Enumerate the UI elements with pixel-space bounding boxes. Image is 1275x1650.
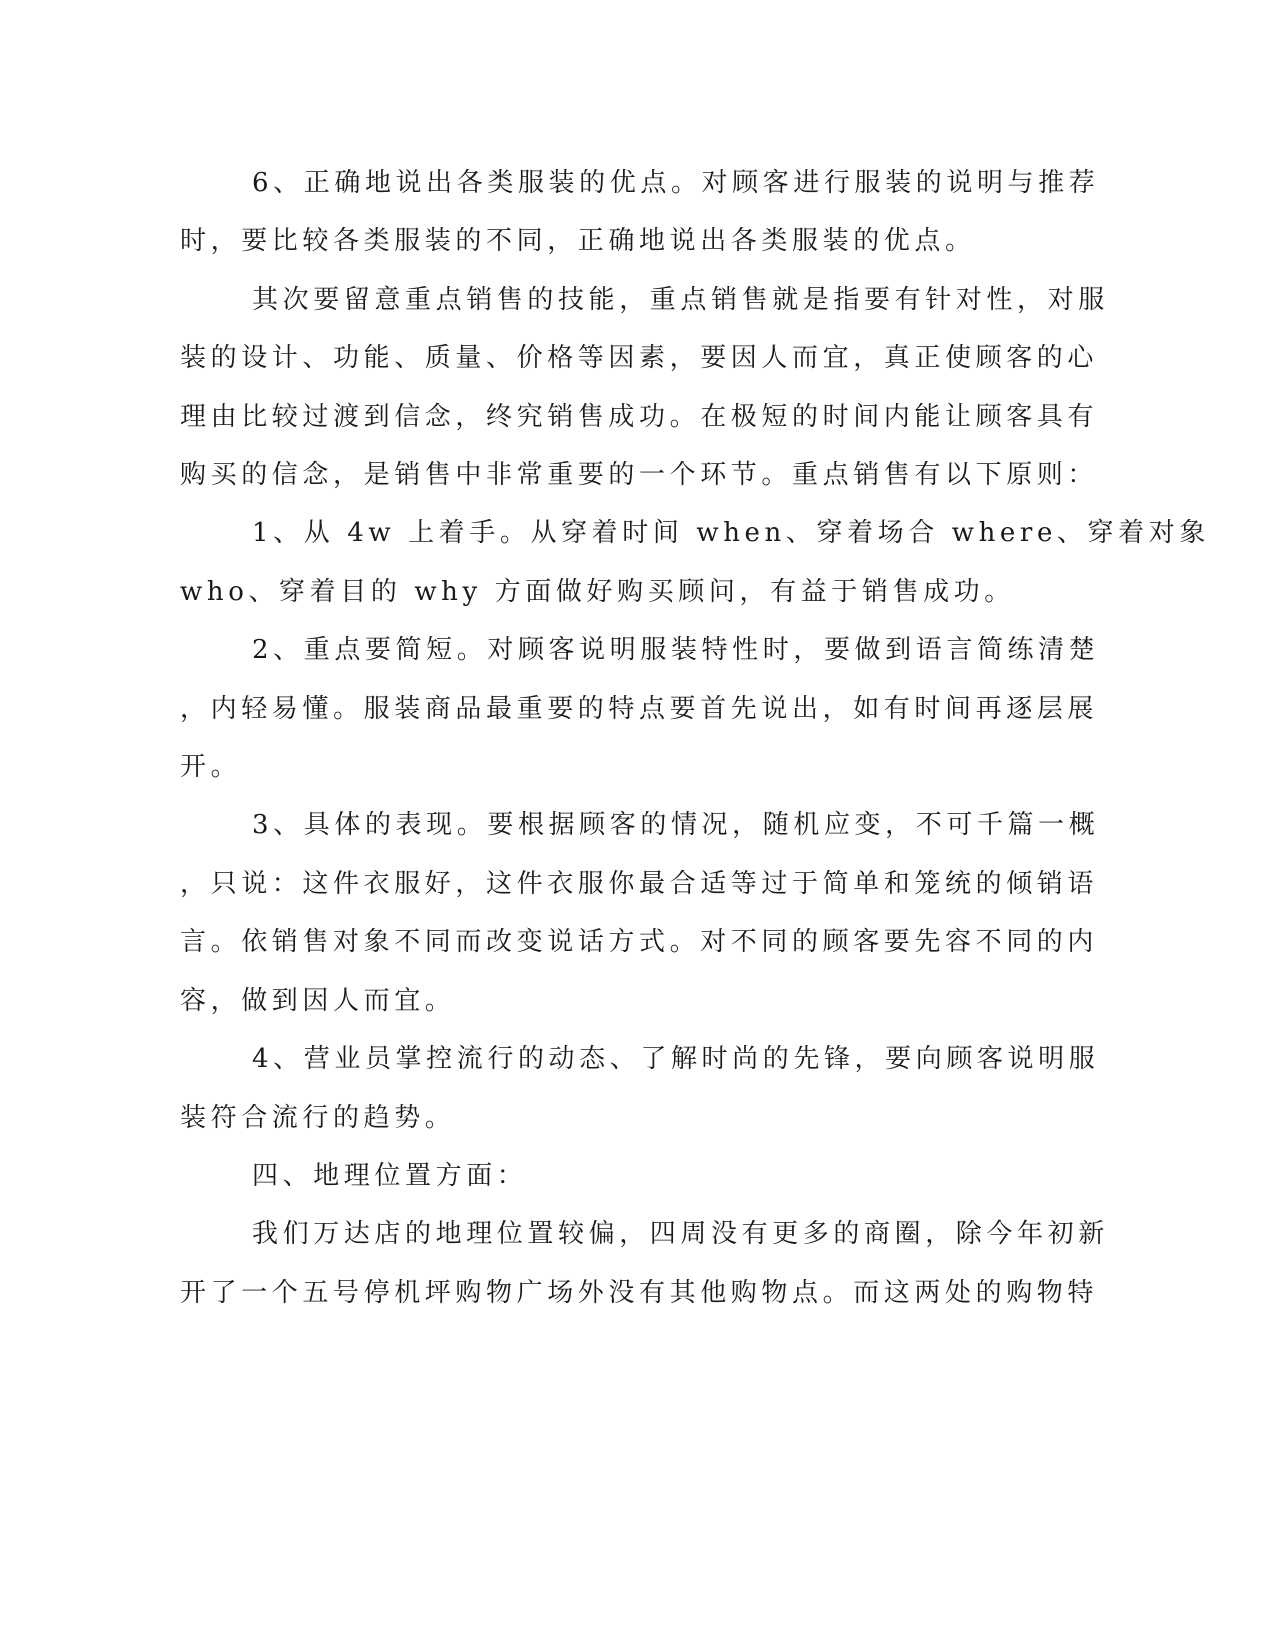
paragraph-3 [180,504,1210,621]
paragraph-2 [180,271,1109,505]
text-line: 6、正确地说出各类服装的优点。对顾客进行服装的说明与推荐 [252,168,1100,198]
text-line: 时，要比较各类服装的不同，正确地说出各类服装的优点。 [180,226,976,257]
text-line: 其次要留意重点销售的技能，重点销售就是指要有针对性，对服 [252,284,1109,315]
text-line: 购买的信念，是销售中非常重要的一个环节。重点销售有以下原则： [180,460,1099,491]
text-line: 开。 [180,752,242,783]
text-line: who、穿着目的 why 方面做好购买顾问，有益于销售成功。 [180,576,1015,607]
text-line: 四、地理位置方面： [252,1160,528,1191]
text-line: 理由比较过渡到信念，终究销售成功。在极短的时间内能让顾客具有 [180,401,1099,432]
section-heading [180,1147,1030,1205]
document-body [180,154,1210,1322]
paragraph-6 [180,1030,1100,1147]
text-line: 4、营业员掌控流行的动态、了解时尚的先锋，要向顾客说明服 [252,1044,1100,1075]
text-line: ，只说：这件衣服好，这件衣服你最合适等过于简单和笼统的倾销语 [180,868,1099,899]
text-line: 我们万达店的地理位置较偏，四周没有更多的商圈，除今年初新 [252,1219,1109,1250]
paragraph-5 [180,796,1100,1030]
text-line: 3、具体的表现。要根据顾客的情况，随机应变，不可千篇一概 [252,810,1100,841]
text-line: ，内轻易懂。服装商品最重要的特点要首先说出，如有时间再逐层展 [180,693,1099,724]
text-line: 装符合流行的趋势。 [180,1102,456,1133]
text-line: 1、从 4w 上着手。从穿着时间 when、穿着场合 where、穿着对象 [252,518,1210,549]
text-line: 言。依销售对象不同而改变说话方式。对不同的顾客要先容不同的内 [180,927,1099,958]
paragraph-4 [180,621,1100,796]
text-line: 开了一个五号停机坪购物广场外没有其他购物点。而这两处的购物特 [180,1277,1099,1308]
paragraph-1 [180,154,1100,271]
text-line: 容，做到因人而宜。 [180,985,456,1016]
text-line: 装的设计、功能、质量、价格等因素，要因人而宜，真正使顾客的心 [180,343,1099,374]
text-line: 2、重点要简短。对顾客说明服装特性时，要做到语言简练清楚 [252,635,1100,666]
paragraph-7 [180,1205,1109,1322]
